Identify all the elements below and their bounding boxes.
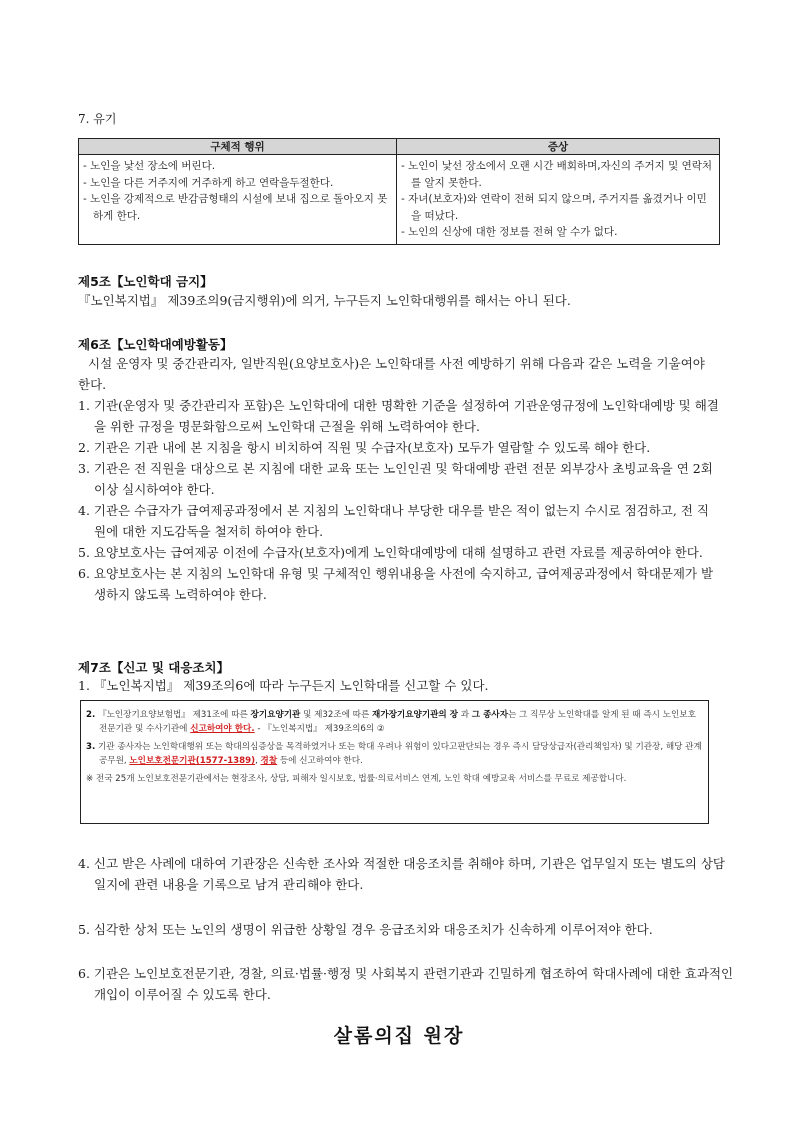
list-item: 6. 요양보호사는 본 지침의 노인학대 유형 및 구체적인 행위내용을 사전에 숙지하고, 급여제공과정에서 학대문제가 발생하지 않도록 노력하여야 한다.: [78, 566, 714, 602]
list-item: 6. 기관은 노인보호전문기관, 경찰, 의료·법률·행정 및 사회복지 관련기관과 긴밀하게 협조하여 학대사례에 대한 효과적인 개입이 이루어질 수 있도록 한다.: [78, 966, 734, 1002]
acts-cell: [79, 155, 397, 245]
list-item: 5. 심각한 상처 또는 노인의 생명이 위급한 상황일 경우 응급조치와 대응조치가 신속하게 이루어져야 한다.: [78, 922, 653, 937]
list-item: - 노인의 신상에 대한 정보를 전혀 알 수가 없다.: [401, 226, 618, 239]
symptoms-cell: [397, 155, 720, 245]
article7-item1: 1. 『노인복지법』 제39조의6에 따라 누구든지 노인학대를 신고할 수 있다.: [78, 678, 489, 693]
abandonment-table: [78, 138, 720, 245]
article6-heading: 제6조【노인학대예방활동】: [78, 337, 233, 352]
header-acts: 구체적 행위: [79, 139, 397, 155]
article5-text: 『노인복지법』 제39조의9(금지행위)에 의거, 누구든지 노인학대행위를 해서는 아니 된다.: [78, 293, 571, 308]
box-item-3: 3. 기관 종사자는 노인학대행위 또는 학대의심증상을 목격하였거나 또는 학대 우려나 위험이 있다고판단되는 경우 즉시 담당상급자(관리책임자) 및 기관장, 해당 관계공무원, 노인보호전문기관(1577-1389), 경찰 등에 신고하여야 한다.: [86, 742, 702, 766]
list-item: - 노인을 낯선 장소에 버린다.: [83, 160, 216, 172]
list-item: 5. 요양보호사는 급여제공 이전에 수급자(보호자)에게 노인학대예방에 대해 설명하고 관련 자료를 제공하여야 한다.: [78, 545, 703, 560]
list-item: - 노인을 다른 거주지에 거주하게 하고 연락을두절한다.: [83, 176, 334, 189]
article5-heading: 제5조【노인학대 금지】: [78, 274, 213, 289]
list-item: 1. 기관(운영자 및 중간관리자 포함)은 노인학대에 대한 명확한 기준을 설정하여 기관운영규정에 노인학대예방 및 해결을 위한 규정을 명문화함으로써 노인학대 근절을 위해 노력하여야 한다.: [78, 398, 719, 434]
table-header-row: [79, 139, 720, 155]
signature-director: 살롬의집 원장: [333, 1025, 465, 1047]
list-item: - 노인을 강제적으로 반감금형태의 시설에 보내 집으로 돌아오지 못하게 한다.: [83, 193, 388, 222]
article7-heading: 제7조【신고 및 대응조치】: [78, 660, 230, 675]
list-item: 4. 기관은 수급자가 급여제공과정에서 본 지침의 노인학대나 부당한 대우를 받은 적이 없는지 수시로 점검하고, 전 직원에 대한 지도감독을 철저히 하여야 한다.: [78, 503, 709, 539]
list-item: - 자녀(보호자)와 연락이 전혀 되지 않으며, 주거지를 옮겼거나 이민을 떠났다.: [401, 193, 707, 222]
report-emphasis: 신고하여야 한다.: [190, 723, 255, 734]
section-title-abandonment: 7. 유기: [78, 112, 117, 126]
article6-body: [78, 353, 720, 605]
police-emphasis: 경찰: [260, 755, 278, 766]
list-item: 3. 기관은 전 직원을 대상으로 본 지침에 대한 교육 또는 노인인권 및 학대예방 관련 전문 외부강사 초빙교육을 연 2회 이상 실시하여야 한다.: [78, 461, 713, 497]
box-item-2: 2. 『노인장기요양보험법』 제31조에 따른 장기요양기관 및 제32조에 따른 재가장기요양기관의 장 과 그 종사자는 그 직무상 노인학대를 알게 된 때 즉시 노인보호전문기관 및 수사기관에 신고하여야 한다. - 『노인복지법』 제39조의6의 ②: [86, 710, 696, 734]
list-item: - 노인이 낯선 장소에서 오랜 시간 배회하며,자신의 주거지 및 연락처를 알지 못한다.: [401, 160, 713, 189]
hotline-number: 노인보호전문기관(1577-1389): [129, 755, 256, 766]
table-row: [79, 155, 720, 245]
reporting-obligation-box: [80, 700, 709, 824]
list-item: 4. 신고 받은 사례에 대하여 기관장은 신속한 조사와 적절한 대응조치를 취해야 하며, 기관은 업무일지 또는 별도의 상담일지에 관련 내용을 기록으로 남겨 관리해야 한다.: [78, 856, 726, 892]
box-note: ※ 전국 25개 노인보호전문기관에서는 현장조사, 상담, 피해자 일시보호, 법률·의료서비스 연계, 노인 학대 예방교육 서비스를 무료로 제공합니다.: [86, 774, 627, 785]
article6-intro: 시설 운영자 및 중간관리자, 일반직원(요양보호사)은 노인학대를 사전 예방하기 위해 다음과 같은 노력을 기울여야 한다.: [78, 356, 705, 392]
list-item: 2. 기관은 기관 내에 본 지침을 항시 비치하여 직원 및 수급자(보호자) 모두가 열람할 수 있도록 해야 한다.: [78, 440, 651, 455]
header-symptoms: 증상: [397, 139, 720, 155]
